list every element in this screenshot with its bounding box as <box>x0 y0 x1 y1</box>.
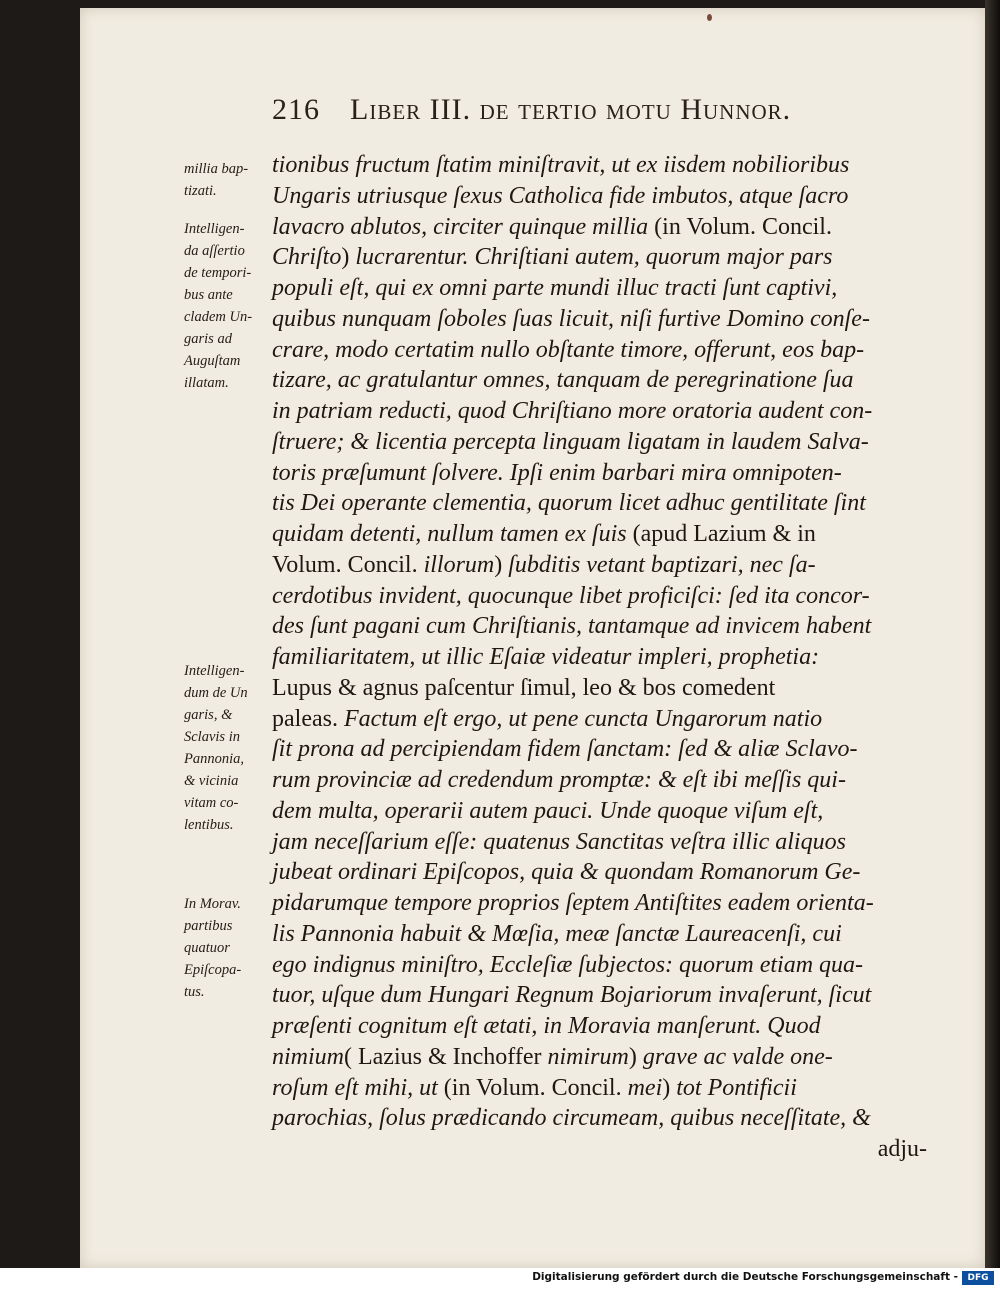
text-line <box>272 796 927 827</box>
text-segment: ) <box>662 1074 677 1101</box>
text-segment: tizare, ac gratulantur omnes, tanquam de peregrinatione ſua <box>272 367 854 394</box>
text-line <box>272 488 927 519</box>
running-header <box>272 93 912 133</box>
text-segment: des ſunt pagani cum Chriſtianis, tantamque ad invicem habent <box>272 613 872 640</box>
text-line <box>272 1011 927 1042</box>
text-line <box>272 1073 927 1104</box>
text-segment: jam neceſſarium eſſe: quatenus Sanctitas veſtra illic aliquos <box>272 828 846 855</box>
text-segment: ) <box>341 244 356 271</box>
text-line <box>272 273 927 304</box>
text-segment: nimirum <box>547 1043 629 1070</box>
text-segment: cerdotibus invident, quocunque libet proficiſci: ſed ita concor- <box>272 582 870 609</box>
margin-note-line: Intelligen- <box>184 663 245 679</box>
text-line <box>272 827 927 858</box>
margin-note-moravia <box>184 893 274 1003</box>
text-line <box>272 396 927 427</box>
margin-note-line: bus ante <box>184 287 233 303</box>
text-segment: præſenti cognitum eſt ætati, in Moravia manſerunt. Quod <box>272 1013 821 1039</box>
text-line <box>272 150 927 181</box>
text-segment: tionibus fructum ſtatim miniſtravit, ut ex iisdem nobilioribus <box>272 152 850 178</box>
text-line <box>272 704 927 735</box>
text-line <box>272 181 927 212</box>
text-segment: mei <box>627 1074 663 1101</box>
footer-bar <box>0 1268 1000 1289</box>
text-segment: ) <box>494 551 509 578</box>
text-segment: quidam detenti, nullum tamen ex ſuis <box>272 521 633 547</box>
text-segment: Ungaris utriusque ſexus Catholica fide imbutos, atque ſacro <box>272 182 849 209</box>
text-line <box>272 1042 927 1073</box>
text-line <box>272 734 927 765</box>
text-line <box>272 673 927 704</box>
text-line <box>272 458 927 489</box>
margin-note-line: vitam co- <box>184 795 239 811</box>
margin-note-assertion <box>184 218 274 394</box>
text-line <box>272 642 927 673</box>
text-segment: tuor, uſque dum Hungari Regnum Bojariorum invaſerunt, ſicut <box>272 982 872 1009</box>
catchword: adju- <box>877 1136 927 1162</box>
margin-note-hungarians-slavs <box>184 660 274 836</box>
ink-spot <box>707 14 712 21</box>
text-line <box>272 980 927 1011</box>
margin-note-line: lentibus. <box>184 817 234 833</box>
text-segment: Factum eſt ergo, ut pene cuncta Ungarorum natio <box>343 705 823 732</box>
running-title: Liber III. de tertio motu Hunnor. <box>350 93 792 126</box>
margin-note-line: de tempori- <box>184 265 252 281</box>
text-segment: (in Volum. Concil. <box>654 213 832 240</box>
footer-credit: Digitalisierung gefördert durch die Deutsche Forschungsgemeinschaft - <box>532 1271 958 1283</box>
margin-note-line: In Morav. <box>184 896 241 912</box>
text-line <box>272 765 927 796</box>
text-segment: ſtruere; & licentia percepta linguam ligatam in laudem Salva- <box>272 428 869 455</box>
book-edge <box>985 0 1000 1268</box>
text-segment: Chriſto <box>272 244 342 271</box>
text-line <box>272 427 927 458</box>
page-number: 216 <box>272 93 320 126</box>
margin-note-line: tizati. <box>184 183 217 199</box>
body-text <box>272 150 927 1165</box>
text-segment: ſit prona ad percipiendam fidem ſanctam: ſed & aliæ Sclavo- <box>272 736 858 763</box>
text-segment: ( Lazius & Inchoffer <box>344 1043 548 1070</box>
margin-note-line: & vicinia <box>184 773 239 789</box>
margin-note-line: Pannonia, <box>184 751 245 767</box>
text-segment: pidarumque tempore proprios ſeptem Antiſtites eadem orienta- <box>272 890 874 916</box>
margin-note-line: illatam. <box>184 375 229 391</box>
margin-note-baptized <box>184 158 274 202</box>
margin-note-line: tus. <box>184 984 205 1000</box>
margin-note-line: garis ad <box>184 331 232 347</box>
text-segment: Lupus & agnus paſcentur ſimul, leo & bos comedent <box>272 674 776 701</box>
margin-note-line: garis, & <box>184 707 233 723</box>
text-segment: in patriam reducti, quod Chriſtiano more oratoria audent con- <box>272 398 873 424</box>
margin-note-line: cladem Un- <box>184 309 253 325</box>
text-segment: roſum eſt mihi, ut <box>272 1074 444 1101</box>
text-segment: tot Pontificii <box>676 1074 797 1101</box>
text-segment: dem multa, operarii autem pauci. Unde quoque viſum eſt, <box>272 797 824 824</box>
text-segment: (in Volum. Concil. <box>443 1074 628 1101</box>
text-line <box>272 519 927 550</box>
margin-note-line: Auguſtam <box>184 353 241 369</box>
text-line <box>272 242 927 273</box>
text-segment: parochias, ſolus prædicando circumeam, quibus neceſſitate, & <box>272 1105 871 1132</box>
dfg-logo: DFG <box>962 1271 994 1285</box>
margin-note-line: Epiſcopa- <box>184 962 242 978</box>
margin-note-line: Intelligen- <box>184 221 245 237</box>
text-segment: tis Dei operante clementia, quorum licet adhuc gentilitate ſint <box>272 490 866 517</box>
margin-note-line: quatuor <box>184 940 230 956</box>
text-line <box>272 304 927 335</box>
text-line <box>272 950 927 981</box>
text-line <box>272 550 927 581</box>
text-segment: (apud Lazium & in <box>632 521 816 547</box>
text-line <box>272 888 927 919</box>
text-segment: populi eſt, qui ex omni parte mundi illuc tracti ſunt captivi, <box>272 275 838 301</box>
text-line <box>272 581 927 612</box>
margin-note-line: partibus <box>184 918 233 934</box>
text-segment: rum provinciæ ad credendum promptæ: & eſt ibi meſſis qui- <box>272 767 846 793</box>
text-segment: crare, modo certatim nullo obſtante timore, offerunt, eos bap- <box>272 336 865 363</box>
text-line <box>272 335 927 366</box>
text-segment: ego indignus miniſtro, Eccleſiæ ſubjectos: quorum etiam qua- <box>272 951 864 978</box>
text-line <box>272 365 927 396</box>
text-line <box>272 857 927 888</box>
text-segment: lis Pannonia habuit & Mœſia, meæ ſanctæ Laureacenſi, cui <box>272 920 842 947</box>
text-segment: familiaritatem, ut illic Eſaiæ videatur impleri, prophetia: <box>272 644 820 670</box>
text-segment: lucrarentur. Chriſtiani autem, quorum major pars <box>355 244 833 271</box>
text-segment: jubeat ordinari Epiſcopos, quia & quondam Romanorum Ge- <box>272 859 861 886</box>
text-segment: grave ac valde one- <box>642 1043 833 1070</box>
text-segment: quibus nunquam ſoboles ſuas licuit, niſi furtive Domino conſe- <box>272 305 870 332</box>
text-segment: Volum. Concil. <box>272 551 424 578</box>
text-segment: illorum <box>423 551 495 578</box>
text-line <box>272 611 927 642</box>
text-segment: ) <box>628 1043 643 1070</box>
text-segment: nimium <box>272 1043 344 1070</box>
text-segment: paleas. <box>272 705 344 732</box>
text-segment: lavacro ablutos, circiter quinque millia <box>272 213 655 240</box>
margin-note-line: Sclavis in <box>184 729 240 745</box>
margin-note-line: da aſſertio <box>184 243 245 259</box>
margin-note-line: dum de Un <box>184 685 248 701</box>
text-line <box>272 212 927 243</box>
text-segment: ſubditis vetant baptizari, nec ſa- <box>508 551 816 578</box>
text-line <box>272 919 927 950</box>
margin-note-line: millia bap- <box>184 161 249 177</box>
text-line <box>272 1103 927 1134</box>
text-segment: toris præſumunt ſolvere. Ipſi enim barbari mira omnipoten- <box>272 459 842 486</box>
